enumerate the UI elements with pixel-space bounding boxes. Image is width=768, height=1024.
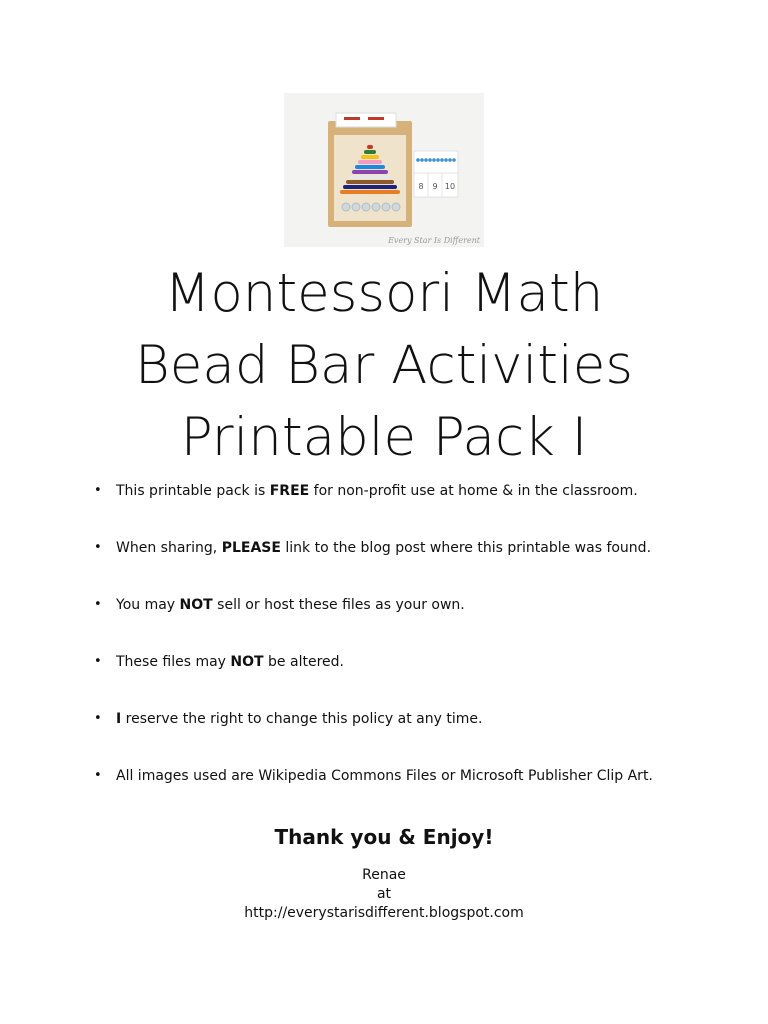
rule-emphasis: NOT xyxy=(179,597,213,613)
rule-item xyxy=(94,765,734,822)
card-mark xyxy=(344,117,360,120)
bullet: • xyxy=(94,711,102,726)
rule-text: link to the blog post where this printable was found. xyxy=(280,540,652,556)
rule-text: You may xyxy=(116,597,180,613)
signature-at: at xyxy=(376,886,392,902)
card-mark xyxy=(368,117,384,120)
rule-text: All images used are Wikipedia Commons Files or Microsoft Publisher Clip Art. xyxy=(116,768,653,784)
rule-item xyxy=(94,651,734,708)
rule-text: be altered. xyxy=(263,654,344,670)
author-name: Renae xyxy=(362,867,406,883)
bullet: • xyxy=(94,768,102,783)
card-number: 10 xyxy=(444,182,456,191)
rule-item xyxy=(94,537,734,594)
rule-item xyxy=(94,480,734,537)
title-line: Printable Pack I xyxy=(180,407,588,468)
bead-tray-illustration xyxy=(284,93,484,247)
rule-item xyxy=(94,594,734,651)
card-number: 8 xyxy=(418,182,424,191)
card-number: 9 xyxy=(432,182,438,191)
title-line: Montessori Math xyxy=(164,263,604,324)
bead-tray-photo xyxy=(284,93,484,247)
bullet: • xyxy=(94,483,102,498)
rule-emphasis: FREE xyxy=(269,483,310,499)
rule-item xyxy=(94,708,734,765)
usage-rules-list xyxy=(94,480,734,822)
thank-you-heading: Thank you & Enjoy! xyxy=(274,825,494,849)
blog-url: http://everystarisdifferent.blogspot.com xyxy=(244,905,524,921)
photo-watermark: Every Star Is Different xyxy=(388,236,480,245)
rule-text: for non-profit use at home & in the classroom. xyxy=(309,483,638,499)
signature xyxy=(0,866,768,923)
rule-text: These files may xyxy=(116,654,231,670)
bullet: • xyxy=(94,654,102,669)
rule-emphasis: PLEASE xyxy=(221,540,281,556)
rule-emphasis: I xyxy=(116,711,122,727)
rule-text: When sharing, xyxy=(116,540,222,556)
title-line: Bead Bar Activities xyxy=(135,335,633,396)
rule-text: This printable pack is xyxy=(116,483,270,499)
rule-text: sell or host these files as your own. xyxy=(212,597,465,613)
page-title xyxy=(0,258,768,474)
bullet: • xyxy=(94,597,102,612)
rule-emphasis: NOT xyxy=(230,654,264,670)
bullet: • xyxy=(94,540,102,555)
rule-text: reserve the right to change this policy at any time. xyxy=(121,711,483,727)
